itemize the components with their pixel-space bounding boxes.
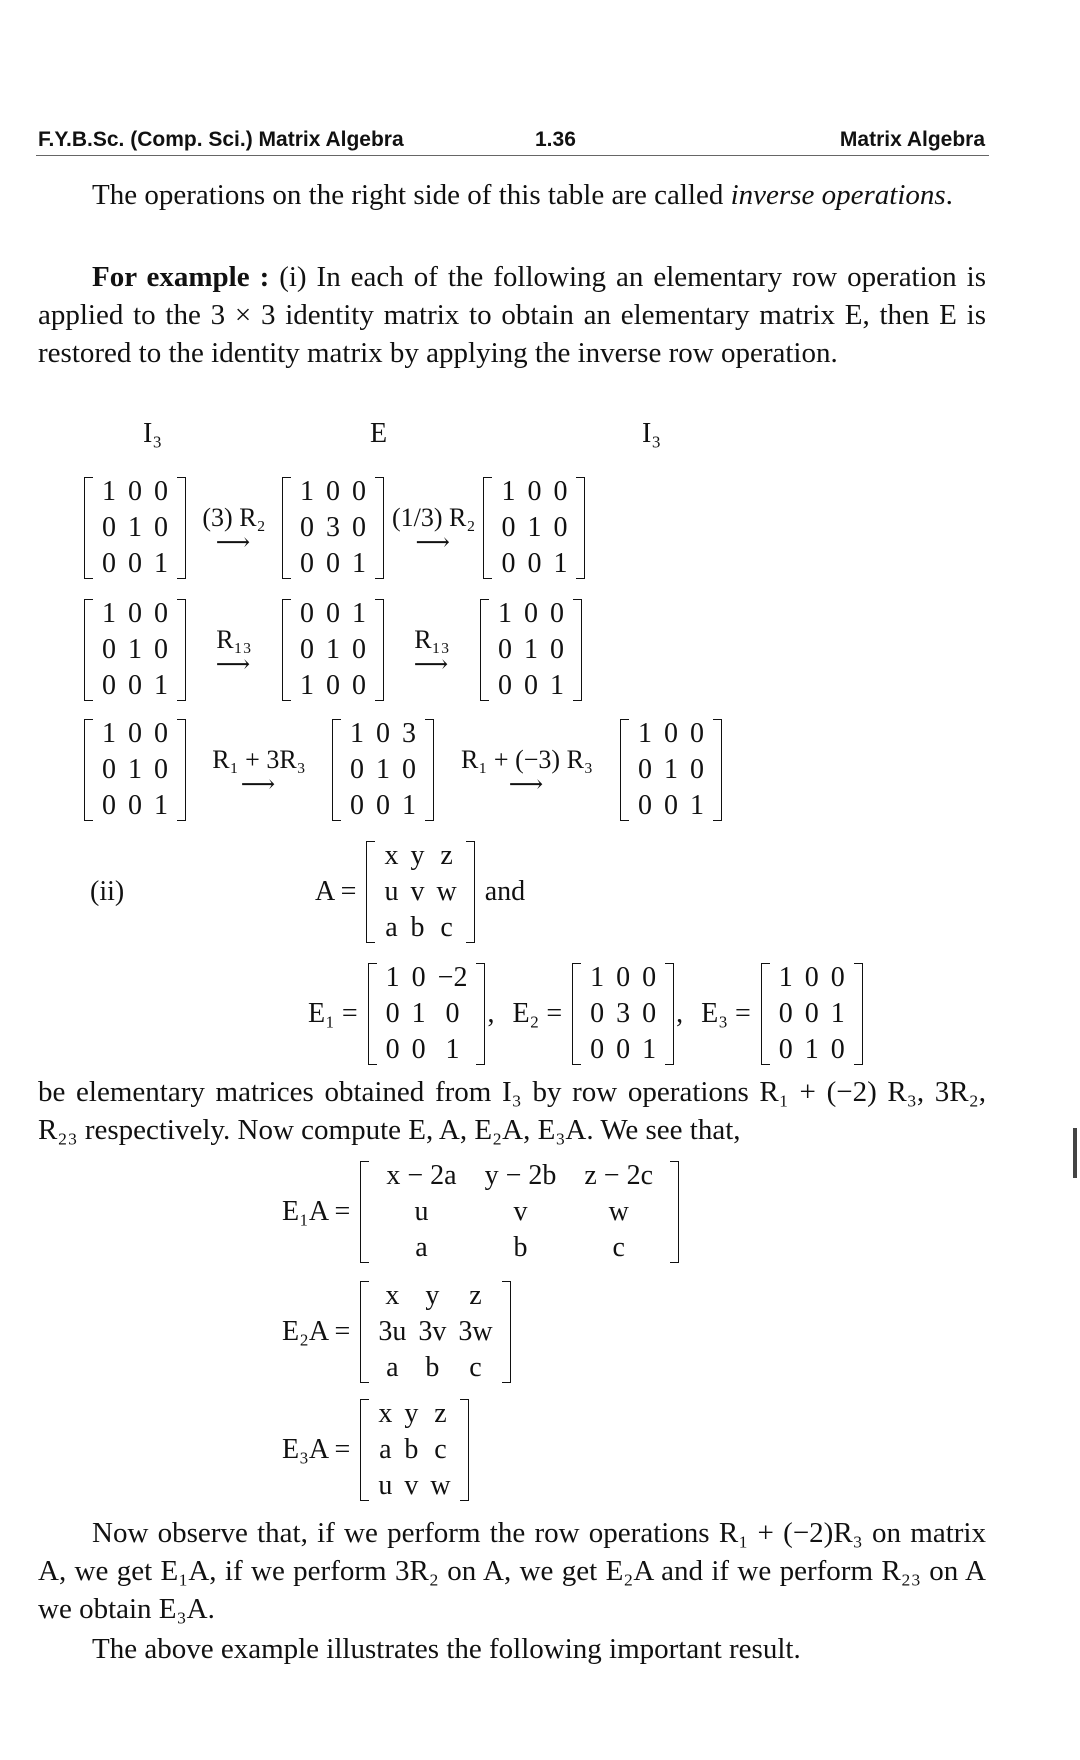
- matrix-entry: 1: [664, 754, 678, 785]
- matrix-entry: 0: [102, 790, 116, 821]
- matrix-entry: x: [385, 1280, 400, 1311]
- matrix-entry: 0: [778, 1034, 793, 1065]
- matrix-entry: b: [410, 912, 425, 943]
- and-text: and: [484, 876, 526, 907]
- matrix-entry: 0: [102, 670, 116, 701]
- matrix-entry: 0: [527, 548, 542, 579]
- row-op: R₁ + (−3) R₃ ⟶: [461, 745, 593, 798]
- matrix-entry: v: [513, 1196, 528, 1227]
- matrix-entry: c: [440, 912, 453, 943]
- matrix-entry: 1: [690, 790, 704, 821]
- col-label-i3-left: I₃: [143, 418, 163, 449]
- matrix-entry: x − 2a: [386, 1160, 457, 1191]
- matrix-entry: u: [378, 1470, 393, 1501]
- matrix-entry: 1: [804, 1034, 819, 1065]
- matrix: [282, 596, 384, 704]
- matrix-entry: 0: [154, 718, 168, 749]
- matrix-entry: z: [469, 1280, 482, 1311]
- matrix-entry: 1: [642, 1034, 657, 1065]
- col-label-e: E: [370, 418, 388, 449]
- matrix-entry: 0: [128, 670, 142, 701]
- matrix-entry: 0: [664, 718, 678, 749]
- product-e2a: E₂A = x y z 3u 3v 3w a b c: [272, 1278, 511, 1386]
- matrix-entry: b: [425, 1352, 440, 1383]
- matrix-e2a: [360, 1278, 510, 1386]
- matrix-entry: 1: [411, 998, 426, 1029]
- matrix-entry: z: [440, 840, 453, 871]
- matrix-entry: a: [415, 1232, 428, 1263]
- row-op: R₁₃ ⟶: [215, 625, 253, 678]
- matrix-entry: 1: [524, 634, 538, 665]
- matrix: [282, 474, 384, 582]
- matrix-entry: 0: [638, 754, 652, 785]
- matrix-entry: 0: [352, 512, 366, 543]
- matrix-entry: 0: [102, 754, 116, 785]
- matrix-entry: 0: [411, 962, 426, 993]
- matrix: [620, 716, 722, 824]
- intro-paragraph: The operations on the right side of this table are called inverse operations.: [92, 179, 953, 211]
- matrix-entry: 0: [830, 1034, 845, 1065]
- matrix-entry: y − 2b: [484, 1160, 557, 1191]
- matrix-entry: 1: [527, 512, 542, 543]
- matrix-entry: 0: [326, 598, 340, 629]
- elementary-matrices-definition: E₁ = 1 0 −2 0 1 0 0 0 1 , E₂ = 1 0 0 0 3 0 0 0 1 , E₃ = 1 0 0 0 0 1 0 1 0: [298, 960, 863, 1068]
- matrix: [480, 596, 582, 704]
- matrix-entry: 0: [553, 476, 568, 507]
- matrix-entry: 1: [128, 512, 142, 543]
- matrix-entry: 0: [350, 754, 364, 785]
- row-op: R₁₃ ⟶: [413, 625, 451, 678]
- matrix-entry: a: [386, 1352, 399, 1383]
- matrix-entry: 1: [326, 634, 340, 665]
- matrix-entry: y: [410, 840, 425, 871]
- matrix-a-definition: A = x y z u v w a b c and: [305, 838, 535, 946]
- matrix-entry: 3u: [378, 1316, 407, 1347]
- matrix-entry: 1: [300, 670, 314, 701]
- matrix-entry: 1: [154, 548, 168, 579]
- matrix-entry: 1: [154, 670, 168, 701]
- matrix-entry: v: [410, 876, 425, 907]
- observe-paragraph: Now observe that, if we perform the row operations R₁ + (−2)R₃ on matrix A, we get E₁A, if we perform 3R₂ on A, we get E₂A and if we perform R₂₃ on A we obtain E₃A.: [38, 1517, 986, 1625]
- matrix-entry: 0: [590, 1034, 605, 1065]
- matrix-entry: 1: [402, 790, 416, 821]
- matrix-entry: 0: [498, 670, 512, 701]
- matrix-entry: 1: [352, 548, 366, 579]
- product-e1a: E₁A = x − 2a y − 2b z − 2c u v w a b c: [272, 1158, 679, 1266]
- matrix-entry: 0: [385, 998, 400, 1029]
- matrix-entry: u: [414, 1196, 429, 1227]
- matrix-entry: 0: [804, 998, 819, 1029]
- matrix-entry: 1: [550, 670, 564, 701]
- matrix-entry: 1: [445, 1034, 460, 1065]
- matrix-entry: 0: [830, 962, 845, 993]
- matrix-entry: 0: [690, 718, 704, 749]
- matrix-e3: [761, 960, 863, 1068]
- matrix-entry: 0: [524, 598, 538, 629]
- matrix-entry: 0: [102, 634, 116, 665]
- matrix-entry: 3: [326, 512, 340, 543]
- matrix-entry: 0: [376, 718, 390, 749]
- matrix: [332, 716, 434, 824]
- matrix-entry: 0: [352, 670, 366, 701]
- matrix-entry: 0: [550, 598, 564, 629]
- matrix-entry: 1: [376, 754, 390, 785]
- matrix-entry: 0: [616, 1034, 631, 1065]
- matrix-entry: 1: [102, 718, 116, 749]
- matrix-entry: 0: [524, 670, 538, 701]
- matrix: [84, 716, 186, 824]
- matrix-entry: x: [384, 840, 399, 871]
- matrix-entry: 0: [590, 998, 605, 1029]
- matrix-entry: 1: [128, 634, 142, 665]
- matrix-entry: 0: [128, 548, 142, 579]
- matrix-entry: a: [379, 1434, 392, 1465]
- matrix-entry: 1: [385, 962, 400, 993]
- matrix-entry: z − 2c: [584, 1160, 654, 1191]
- matrix-entry: 0: [128, 598, 142, 629]
- matrix-entry: 1: [498, 598, 512, 629]
- matrix-entry: 0: [128, 790, 142, 821]
- matrix-entry: 1: [102, 476, 116, 507]
- matrix-entry: 3: [402, 718, 416, 749]
- matrix-entry: 1: [352, 598, 366, 629]
- matrix-entry: 0: [501, 512, 516, 543]
- example-paragraph: For example : (i) In each of the following an elementary row operation is applied to the 3 × 3 identity matrix to obtain an elementary matrix E, then E is restored to the identity matrix by applying the inverse row operation.: [38, 261, 986, 369]
- matrix-entry: 0: [498, 634, 512, 665]
- matrix-entry: 3w: [458, 1316, 493, 1347]
- matrix-entry: 1: [154, 790, 168, 821]
- matrix-entry: 0: [102, 548, 116, 579]
- matrix-entry: 0: [445, 998, 460, 1029]
- matrix-e2: [572, 960, 674, 1068]
- matrix-entry: 0: [154, 634, 168, 665]
- matrix-entry: 0: [616, 962, 631, 993]
- matrix-entry: 0: [385, 1034, 400, 1065]
- matrix-entry: 1: [778, 962, 793, 993]
- matrix-entry: 1: [638, 718, 652, 749]
- matrix-entry: u: [384, 876, 399, 907]
- matrix-entry: y: [425, 1280, 440, 1311]
- matrix-entry: 0: [550, 634, 564, 665]
- row-op: R₁ + 3R₃ ⟶: [212, 745, 306, 798]
- matrix-entry: z: [434, 1398, 447, 1429]
- matrix-e1a: [360, 1158, 679, 1266]
- matrix-entry: 0: [778, 998, 793, 1029]
- matrix-entry: c: [469, 1352, 482, 1383]
- matrix-entry: 0: [804, 962, 819, 993]
- row-op: (3) R₂ ⟶: [202, 503, 266, 556]
- matrix: [483, 474, 585, 582]
- matrix-entry: 0: [350, 790, 364, 821]
- matrix-entry: 0: [664, 790, 678, 821]
- matrix-entry: 0: [300, 634, 314, 665]
- matrix-entry: 0: [527, 476, 542, 507]
- matrix-entry: 0: [128, 718, 142, 749]
- matrix-entry: 0: [642, 998, 657, 1029]
- matrix-entry: w: [608, 1196, 629, 1227]
- matrix-entry: y: [404, 1398, 419, 1429]
- matrix-entry: a: [385, 912, 398, 943]
- row-op-example-1: [84, 474, 585, 582]
- matrix-entry: 0: [128, 476, 142, 507]
- matrix-entry: 0: [154, 754, 168, 785]
- header-rule: [36, 155, 989, 156]
- product-e3a: E₃A = x y z a b c u v w: [272, 1396, 469, 1504]
- matrix-e1: [368, 960, 486, 1068]
- matrix-entry: w: [436, 876, 457, 907]
- matrix-entry: 1: [300, 476, 314, 507]
- col-label-i3-right: I₃: [642, 418, 662, 449]
- matrix-entry: 0: [326, 670, 340, 701]
- matrix-entry: 3: [616, 998, 631, 1029]
- matrix-entry: 0: [402, 754, 416, 785]
- matrix-entry: 0: [326, 548, 340, 579]
- for-example-heading: For example :: [92, 261, 270, 293]
- running-header-left: F.Y.B.Sc. (Comp. Sci.) Matrix Algebra: [38, 128, 404, 151]
- matrix-entry: 1: [350, 718, 364, 749]
- matrix-entry: 0: [154, 476, 168, 507]
- matrix-entry: 0: [638, 790, 652, 821]
- matrix-entry: 1: [590, 962, 605, 993]
- matrix-entry: 0: [553, 512, 568, 543]
- matrix-e3a: [360, 1396, 468, 1504]
- matrix-entry: b: [513, 1232, 528, 1263]
- matrix-entry: 0: [376, 790, 390, 821]
- matrix-entry: 0: [352, 476, 366, 507]
- matrix-entry: 1: [830, 998, 845, 1029]
- matrix-entry: c: [612, 1232, 625, 1263]
- row-op-example-2: [84, 596, 582, 704]
- matrix-entry: 0: [501, 548, 516, 579]
- matrix-entry: 3v: [418, 1316, 447, 1347]
- part-ii-label: (ii): [90, 876, 125, 907]
- matrix-entry: 1: [102, 598, 116, 629]
- running-header-right: Matrix Algebra: [839, 128, 985, 151]
- matrix-entry: 0: [642, 962, 657, 993]
- matrix-entry: c: [434, 1434, 447, 1465]
- row-op-example-3: [84, 716, 722, 824]
- closing-paragraph: The above example illustrates the following important result.: [92, 1633, 801, 1665]
- matrix-entry: 0: [352, 634, 366, 665]
- matrix-entry: 0: [102, 512, 116, 543]
- matrix-entry: 0: [690, 754, 704, 785]
- matrix-entry: −2: [437, 962, 468, 993]
- matrix-entry: 0: [300, 598, 314, 629]
- matrix-a: [366, 838, 474, 946]
- matrix: [84, 474, 186, 582]
- page-number: 1.36: [535, 128, 576, 151]
- matrix-entry: w: [430, 1470, 451, 1501]
- matrix: [84, 596, 186, 704]
- matrix-entry: 0: [326, 476, 340, 507]
- matrix-entry: 0: [411, 1034, 426, 1065]
- matrix-entry: x: [378, 1398, 393, 1429]
- matrix-entry: 1: [128, 754, 142, 785]
- scrollbar[interactable]: [1073, 1128, 1077, 1178]
- matrix-entry: 0: [300, 548, 314, 579]
- be-elementary-paragraph: be elementary matrices obtained from I₃ by row operations R₁ + (−2) R₃, 3R₂, R₂₃ respectively. Now compute E, A, E₂A, E₃A. We see that,: [38, 1076, 986, 1146]
- matrix-entry: 1: [553, 548, 568, 579]
- matrix-entry: 1: [501, 476, 516, 507]
- matrix-entry: v: [404, 1470, 419, 1501]
- matrix-entry: b: [404, 1434, 419, 1465]
- matrix-entry: 0: [300, 512, 314, 543]
- row-op: (1/3) R₂ ⟶: [392, 503, 476, 556]
- matrix-entry: 0: [154, 598, 168, 629]
- inverse-operations-term: inverse operations: [730, 179, 946, 211]
- matrix-entry: 0: [154, 512, 168, 543]
